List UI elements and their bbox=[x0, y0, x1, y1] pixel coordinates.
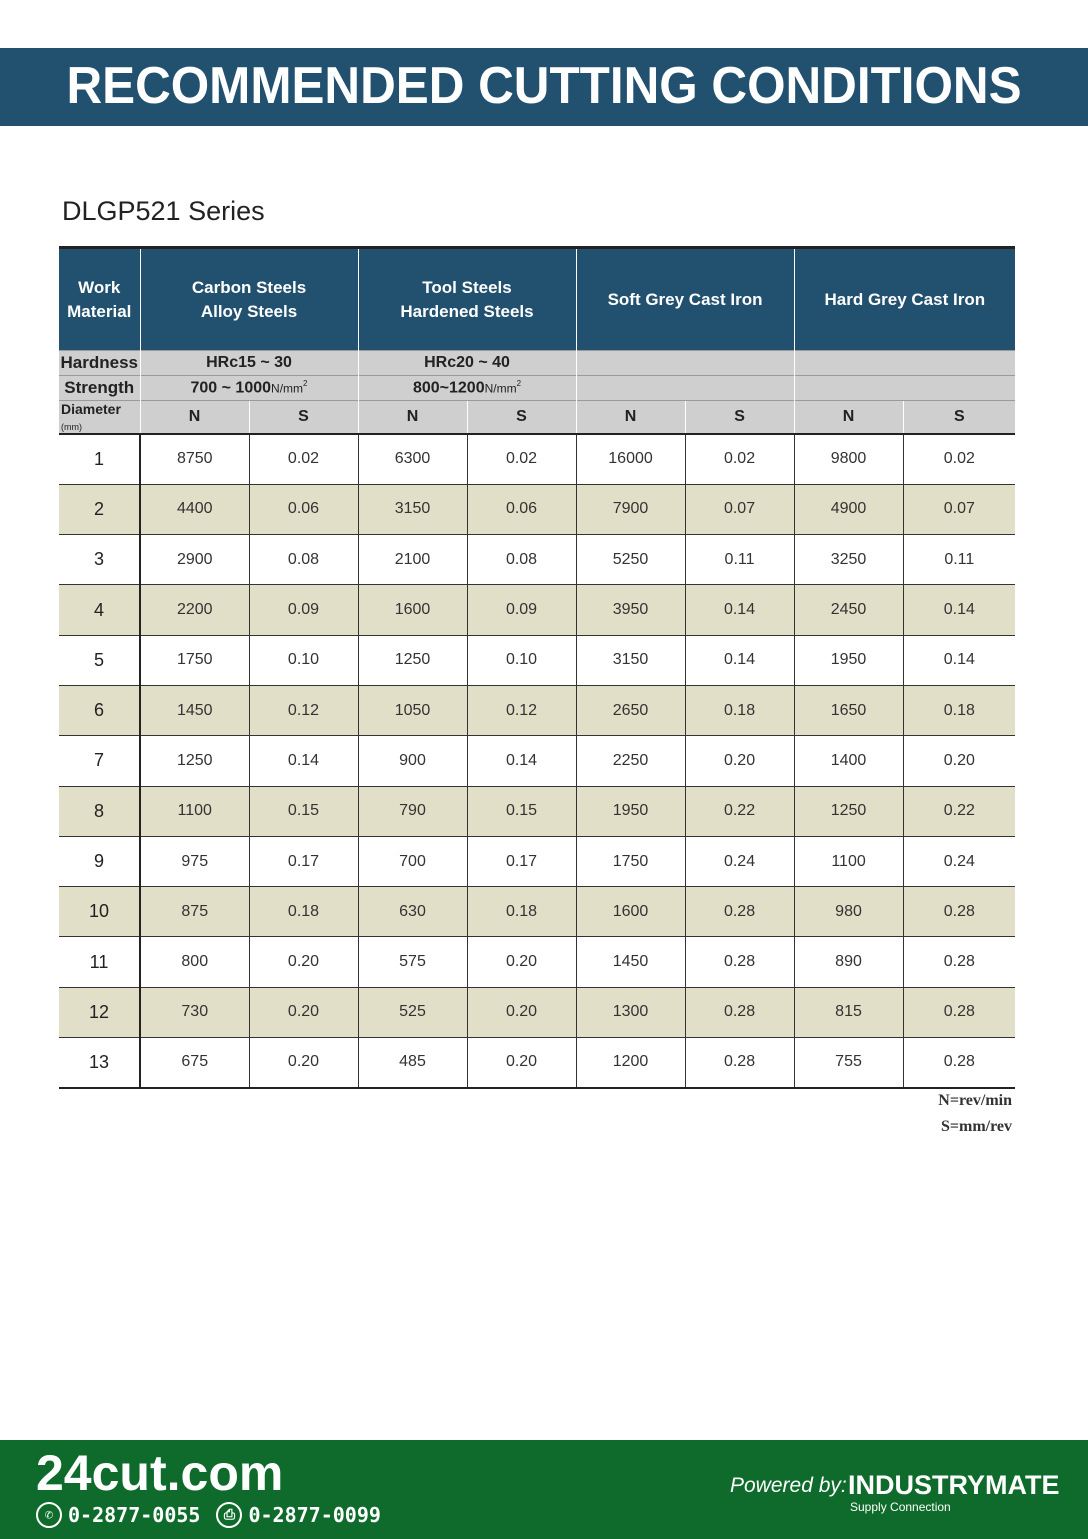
s-cell: 0.06 bbox=[249, 484, 358, 534]
n-cell: 1250 bbox=[358, 635, 467, 685]
s-cell: 0.07 bbox=[685, 484, 794, 534]
n-cell: 2900 bbox=[140, 535, 249, 585]
s-cell: 0.22 bbox=[685, 786, 794, 836]
hardness-carbon: HRc15 ~ 30 bbox=[140, 351, 358, 376]
s-cell: 0.18 bbox=[685, 685, 794, 735]
s-cell: 0.20 bbox=[467, 937, 576, 987]
s-cell: 0.18 bbox=[467, 887, 576, 937]
fax-number[interactable]: 0-2877-0099 bbox=[248, 1503, 381, 1527]
diameter-cell: 13 bbox=[59, 1038, 140, 1088]
n-cell: 875 bbox=[140, 887, 249, 937]
header-carbon-line2: Alloy Steels bbox=[200, 301, 298, 321]
table-row bbox=[59, 434, 1015, 484]
diameter-cell: 5 bbox=[59, 635, 140, 685]
n-cell: 1100 bbox=[140, 786, 249, 836]
n-cell: 16000 bbox=[576, 434, 685, 484]
s-cell: 0.18 bbox=[249, 887, 358, 937]
n-cell: 3150 bbox=[576, 635, 685, 685]
n-cell: 4400 bbox=[140, 484, 249, 534]
s-cell: 0.28 bbox=[903, 887, 1015, 937]
units-note bbox=[938, 1088, 1012, 1140]
s-cell: 0.15 bbox=[249, 786, 358, 836]
s-cell: 0.20 bbox=[685, 736, 794, 786]
strength-carbon bbox=[140, 376, 358, 401]
n-cell: 3250 bbox=[794, 535, 903, 585]
table-row bbox=[59, 736, 1015, 786]
n-cell: 1600 bbox=[358, 585, 467, 635]
n-cell: 1650 bbox=[794, 685, 903, 735]
n-cell: 675 bbox=[140, 1038, 249, 1088]
s-cell: 0.14 bbox=[903, 635, 1015, 685]
header-tool-line1: Tool Steels bbox=[422, 277, 512, 297]
col-n: N bbox=[140, 401, 249, 435]
strength-tool bbox=[358, 376, 576, 401]
powered-by: Powered by: bbox=[730, 1474, 847, 1497]
s-cell: 0.11 bbox=[685, 535, 794, 585]
n-cell: 755 bbox=[794, 1038, 903, 1088]
s-cell: 0.14 bbox=[903, 585, 1015, 635]
n-cell: 980 bbox=[794, 887, 903, 937]
n-cell: 3150 bbox=[358, 484, 467, 534]
n-cell: 8750 bbox=[140, 434, 249, 484]
diameter-cell: 11 bbox=[59, 937, 140, 987]
table-row bbox=[59, 484, 1015, 534]
n-cell: 975 bbox=[140, 836, 249, 886]
s-cell: 0.08 bbox=[249, 535, 358, 585]
header-work-material-line1: Work bbox=[78, 277, 121, 297]
s-cell: 0.20 bbox=[249, 937, 358, 987]
s-cell: 0.24 bbox=[685, 836, 794, 886]
n-cell: 2100 bbox=[358, 535, 467, 585]
s-cell: 0.02 bbox=[467, 434, 576, 484]
diameter-cell: 6 bbox=[59, 685, 140, 735]
diameter-cell: 7 bbox=[59, 736, 140, 786]
table-row bbox=[59, 635, 1015, 685]
s-cell: 0.09 bbox=[249, 585, 358, 635]
s-cell: 0.28 bbox=[685, 887, 794, 937]
s-cell: 0.12 bbox=[249, 685, 358, 735]
s-cell: 0.20 bbox=[903, 736, 1015, 786]
diameter-unit: (mm) bbox=[61, 422, 82, 432]
n-cell: 2200 bbox=[140, 585, 249, 635]
s-cell: 0.14 bbox=[685, 585, 794, 635]
n-cell: 1300 bbox=[576, 987, 685, 1037]
n-cell: 2650 bbox=[576, 685, 685, 735]
strength-carbon-value: 700 ~ 1000 bbox=[190, 379, 272, 397]
s-cell: 0.18 bbox=[903, 685, 1015, 735]
n-cell: 1250 bbox=[794, 786, 903, 836]
strength-soft bbox=[576, 376, 794, 401]
hardness-hard bbox=[794, 351, 1015, 376]
header-work-material bbox=[59, 248, 140, 351]
series-name: DLGP521 Series bbox=[62, 196, 265, 226]
diameter-cell: 9 bbox=[59, 836, 140, 886]
header-carbon-steels bbox=[140, 248, 358, 351]
n-cell: 4900 bbox=[794, 484, 903, 534]
n-cell: 9800 bbox=[794, 434, 903, 484]
n-cell: 575 bbox=[358, 937, 467, 987]
s-cell: 0.28 bbox=[685, 1038, 794, 1088]
title-banner bbox=[0, 48, 1088, 126]
strength-carbon-unit: N/mm bbox=[271, 381, 304, 396]
s-cell: 0.14 bbox=[685, 635, 794, 685]
brand-logo: INDUSTRYMATE bbox=[848, 1470, 1060, 1500]
units-s: S=mm/rev bbox=[940, 1118, 1012, 1135]
s-cell: 0.20 bbox=[249, 1038, 358, 1088]
n-cell: 700 bbox=[358, 836, 467, 886]
n-cell: 1250 bbox=[140, 736, 249, 786]
n-cell: 1950 bbox=[576, 786, 685, 836]
s-cell: 0.20 bbox=[467, 1038, 576, 1088]
n-cell: 1750 bbox=[140, 635, 249, 685]
cutting-conditions-table bbox=[59, 246, 1015, 1089]
col-s: S bbox=[903, 401, 1015, 435]
s-cell: 0.09 bbox=[467, 585, 576, 635]
s-cell: 0.02 bbox=[249, 434, 358, 484]
strength-tool-unit: N/mm bbox=[484, 381, 517, 396]
diameter-cell: 8 bbox=[59, 786, 140, 836]
n-cell: 800 bbox=[140, 937, 249, 987]
col-s: S bbox=[467, 401, 576, 435]
s-cell: 0.28 bbox=[903, 987, 1015, 1037]
s-cell: 0.20 bbox=[467, 987, 576, 1037]
col-n: N bbox=[358, 401, 467, 435]
n-cell: 815 bbox=[794, 987, 903, 1037]
diameter-cell: 2 bbox=[59, 484, 140, 534]
n-cell: 2450 bbox=[794, 585, 903, 635]
n-cell: 1950 bbox=[794, 635, 903, 685]
phone-number[interactable]: 0-2877-0055 bbox=[68, 1503, 201, 1527]
strength-tool-value: 800~1200 bbox=[412, 379, 485, 397]
hardness-soft bbox=[576, 351, 794, 376]
s-cell: 0.28 bbox=[685, 987, 794, 1037]
page-title: RECOMMENDED CUTTING CONDITIONS bbox=[66, 57, 1022, 115]
s-cell: 0.28 bbox=[903, 1038, 1015, 1088]
n-cell: 1600 bbox=[576, 887, 685, 937]
diameter-cell: 10 bbox=[59, 887, 140, 937]
s-cell: 0.02 bbox=[685, 434, 794, 484]
s-cell: 0.24 bbox=[903, 836, 1015, 886]
n-cell: 5250 bbox=[576, 535, 685, 585]
diameter-label bbox=[59, 401, 140, 435]
phone-icon: ✆ bbox=[36, 1502, 62, 1528]
table-row bbox=[59, 585, 1015, 635]
hardness-tool: HRc20 ~ 40 bbox=[358, 351, 576, 376]
site-link[interactable]: 24cut.com bbox=[36, 1445, 284, 1501]
n-cell: 1400 bbox=[794, 736, 903, 786]
brand-tagline: Supply Connection bbox=[850, 1500, 951, 1514]
table-row bbox=[59, 836, 1015, 886]
s-cell: 0.20 bbox=[249, 987, 358, 1037]
s-cell: 0.08 bbox=[467, 535, 576, 585]
n-cell: 525 bbox=[358, 987, 467, 1037]
n-cell: 900 bbox=[358, 736, 467, 786]
strength-carbon-unit-sup: 2 bbox=[303, 378, 308, 388]
n-cell: 790 bbox=[358, 786, 467, 836]
col-n: N bbox=[576, 401, 685, 435]
col-n: N bbox=[794, 401, 903, 435]
header-carbon-line1: Carbon Steels bbox=[191, 277, 307, 297]
table-row bbox=[59, 987, 1015, 1037]
s-cell: 0.17 bbox=[467, 836, 576, 886]
n-cell: 1100 bbox=[794, 836, 903, 886]
s-cell: 0.28 bbox=[903, 937, 1015, 987]
strength-hard bbox=[794, 376, 1015, 401]
n-cell: 3950 bbox=[576, 585, 685, 635]
table-row bbox=[59, 937, 1015, 987]
s-cell: 0.07 bbox=[903, 484, 1015, 534]
s-cell: 0.14 bbox=[249, 736, 358, 786]
n-cell: 485 bbox=[358, 1038, 467, 1088]
n-cell: 2250 bbox=[576, 736, 685, 786]
s-cell: 0.02 bbox=[903, 434, 1015, 484]
s-cell: 0.12 bbox=[467, 685, 576, 735]
n-cell: 890 bbox=[794, 937, 903, 987]
s-cell: 0.14 bbox=[467, 736, 576, 786]
header-tool-line2: Hardened Steels bbox=[400, 301, 534, 321]
n-cell: 1050 bbox=[358, 685, 467, 735]
strength-tool-unit-sup: 2 bbox=[516, 378, 522, 388]
diameter-cell: 4 bbox=[59, 585, 140, 635]
s-cell: 0.11 bbox=[903, 535, 1015, 585]
s-cell: 0.28 bbox=[685, 937, 794, 987]
s-cell: 0.06 bbox=[467, 484, 576, 534]
header-tool-steels bbox=[358, 248, 576, 351]
diameter-text: Diameter bbox=[61, 401, 121, 417]
n-cell: 1750 bbox=[576, 836, 685, 886]
n-cell: 7900 bbox=[576, 484, 685, 534]
table-row bbox=[59, 887, 1015, 937]
n-cell: 1200 bbox=[576, 1038, 685, 1088]
units-n: N=rev/min bbox=[938, 1092, 1012, 1109]
table-row bbox=[59, 535, 1015, 585]
n-cell: 630 bbox=[358, 887, 467, 937]
col-s: S bbox=[249, 401, 358, 435]
s-cell: 0.15 bbox=[467, 786, 576, 836]
strength-label: Strength bbox=[59, 376, 140, 401]
header-soft-grey-cast-iron: Soft Grey Cast Iron bbox=[576, 248, 794, 351]
footer bbox=[0, 1440, 1088, 1539]
n-cell: 6300 bbox=[358, 434, 467, 484]
col-s: S bbox=[685, 401, 794, 435]
s-cell: 0.22 bbox=[903, 786, 1015, 836]
s-cell: 0.10 bbox=[249, 635, 358, 685]
diameter-cell: 12 bbox=[59, 987, 140, 1037]
header-work-material-line2: Material bbox=[67, 301, 132, 321]
s-cell: 0.17 bbox=[249, 836, 358, 886]
header-hard-grey-cast-iron: Hard Grey Cast Iron bbox=[794, 248, 1015, 351]
diameter-cell: 1 bbox=[59, 434, 140, 484]
n-cell: 1450 bbox=[140, 685, 249, 735]
table-row bbox=[59, 685, 1015, 735]
n-cell: 1450 bbox=[576, 937, 685, 987]
diameter-cell: 3 bbox=[59, 535, 140, 585]
hardness-label: Hardness bbox=[59, 351, 140, 376]
table-body bbox=[59, 434, 1015, 1088]
s-cell: 0.10 bbox=[467, 635, 576, 685]
n-cell: 730 bbox=[140, 987, 249, 1037]
fax-icon: ⎙ bbox=[216, 1502, 242, 1528]
table-row bbox=[59, 786, 1015, 836]
table-row bbox=[59, 1038, 1015, 1088]
contact-numbers bbox=[36, 1502, 381, 1528]
